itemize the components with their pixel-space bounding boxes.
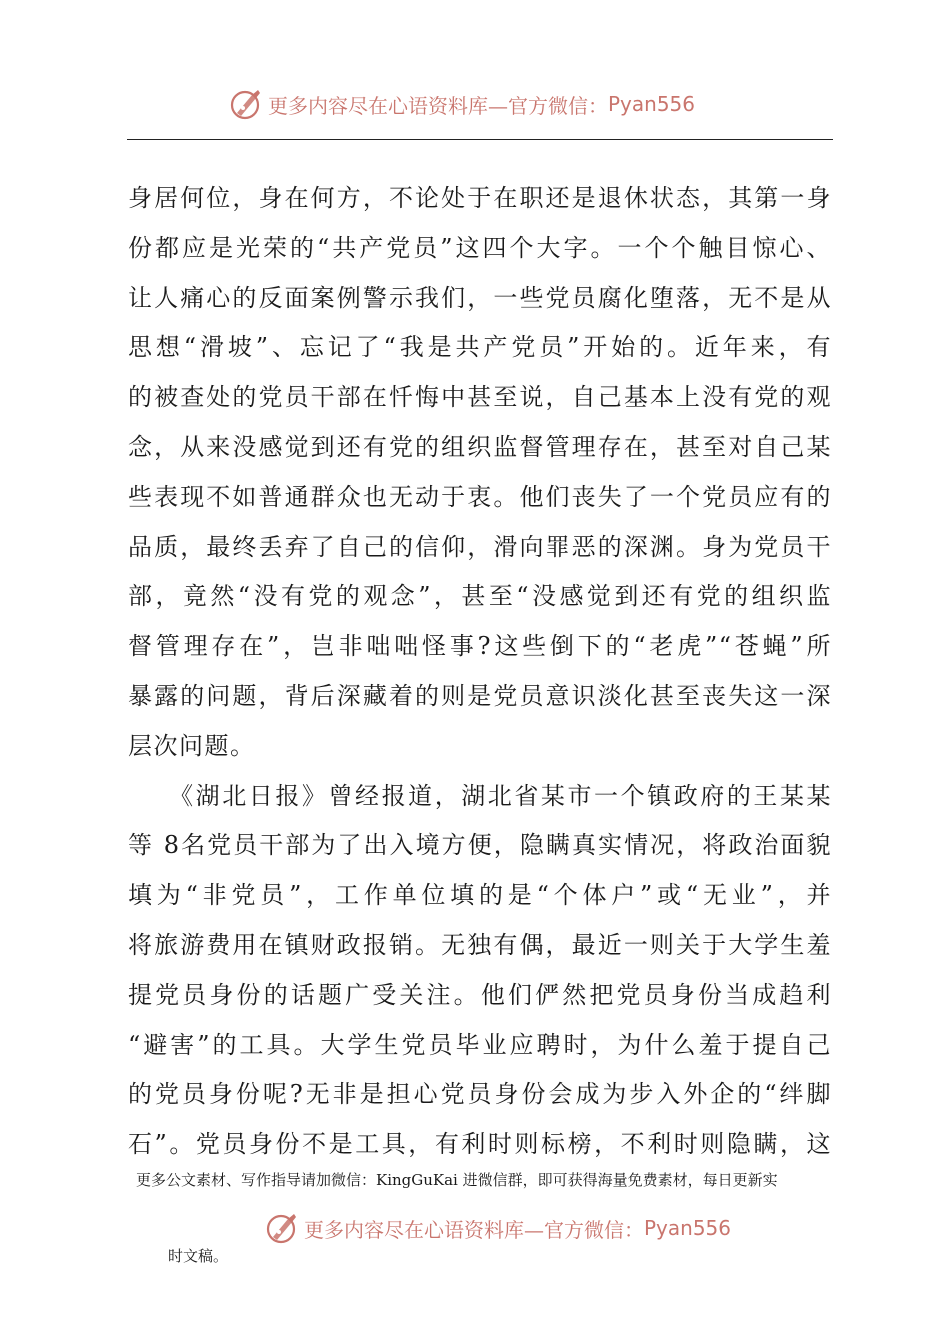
body-line: 些表现不如普通群众也无动于衷。他们丧失了一个党员应有的 [128, 482, 832, 511]
body-line: 念，从来没感觉到还有党的组织监督管理存在，甚至对自己某 [128, 432, 832, 461]
body-line: “避害”的工具。大学生党员毕业应聘时，为什么羞于提自己 [128, 1030, 832, 1059]
body-line: 《湖北日报》曾经报道，湖北省某市一个镇政府的王某某 [128, 781, 832, 810]
body-line: 暴露的问题，背后深藏着的则是党员意识淡化甚至丧失这一深 [128, 681, 832, 710]
footer-watermark-banner [264, 1208, 764, 1248]
header-divider [127, 139, 833, 140]
body-line: 品质，最终丢弃了自己的信仰，滑向罪恶的深渊。身为党员干 [128, 532, 832, 561]
header-watermark-banner [228, 84, 728, 124]
document-body [128, 174, 832, 1170]
footer-banner-wechat-id: Pyan556 [644, 1216, 732, 1240]
footer-note-tail: 时文稿。 [168, 1247, 229, 1265]
body-line: 份都应是光荣的“共产党员”这四个大字。一个个触目惊心、 [128, 233, 832, 262]
footer-banner-text: 更多内容尽在心语资料库—官方微信： [304, 1217, 644, 1242]
body-line: 层次问题。 [128, 731, 256, 760]
body-line: 思想“滑坡”、忘记了“我是共产党员”开始的。近年来，有 [128, 333, 832, 362]
pen-nib-logo-icon [228, 86, 264, 122]
header-banner-wechat-id: Pyan556 [608, 92, 696, 116]
body-line: 等 8名党员干部为了出入境方便，隐瞒真实情况，将政治面貌 [128, 831, 832, 860]
body-line: 让人痛心的反面案例警示我们，一些党员腐化堕落，无不是从 [128, 283, 832, 312]
body-line: 将旅游费用在镇财政报销。无独有偶，最近一则关于大学生羞 [128, 930, 832, 959]
body-line: 身居何位，身在何方，不论处于在职还是退休状态，其第一身 [128, 184, 832, 212]
pen-nib-logo-icon [264, 1210, 300, 1246]
body-line: 的被查处的党员干部在忏悔中甚至说，自己基本上没有党的观 [128, 383, 832, 412]
header-banner-text: 更多内容尽在心语资料库—官方微信： [268, 93, 608, 118]
footer-note: 更多公文素材、写作指导请加微信：KingGuKai 进微信群，即可获得海量免费素材，每日更新实 [136, 1171, 778, 1189]
body-line: 部，竟然“没有党的观念”，甚至“没感觉到还有党的组织监 [128, 582, 832, 611]
body-line: 提党员身份的话题广受关注。他们俨然把党员身份当成趋利 [128, 980, 832, 1009]
body-line: 的党员身份呢?无非是担心党员身份会成为步入外企的“绊脚 [128, 1080, 832, 1109]
body-line: 填为“非党员”，工作单位填的是“个体户”或“无业”，并 [128, 881, 832, 910]
body-line: 石”。党员身份不是工具，有利时则标榜，不利时则隐瞒，这 [128, 1130, 832, 1159]
body-line: 督管理存在”，岂非咄咄怪事?这些倒下的“老虎”“苍蝇”所 [128, 632, 832, 661]
